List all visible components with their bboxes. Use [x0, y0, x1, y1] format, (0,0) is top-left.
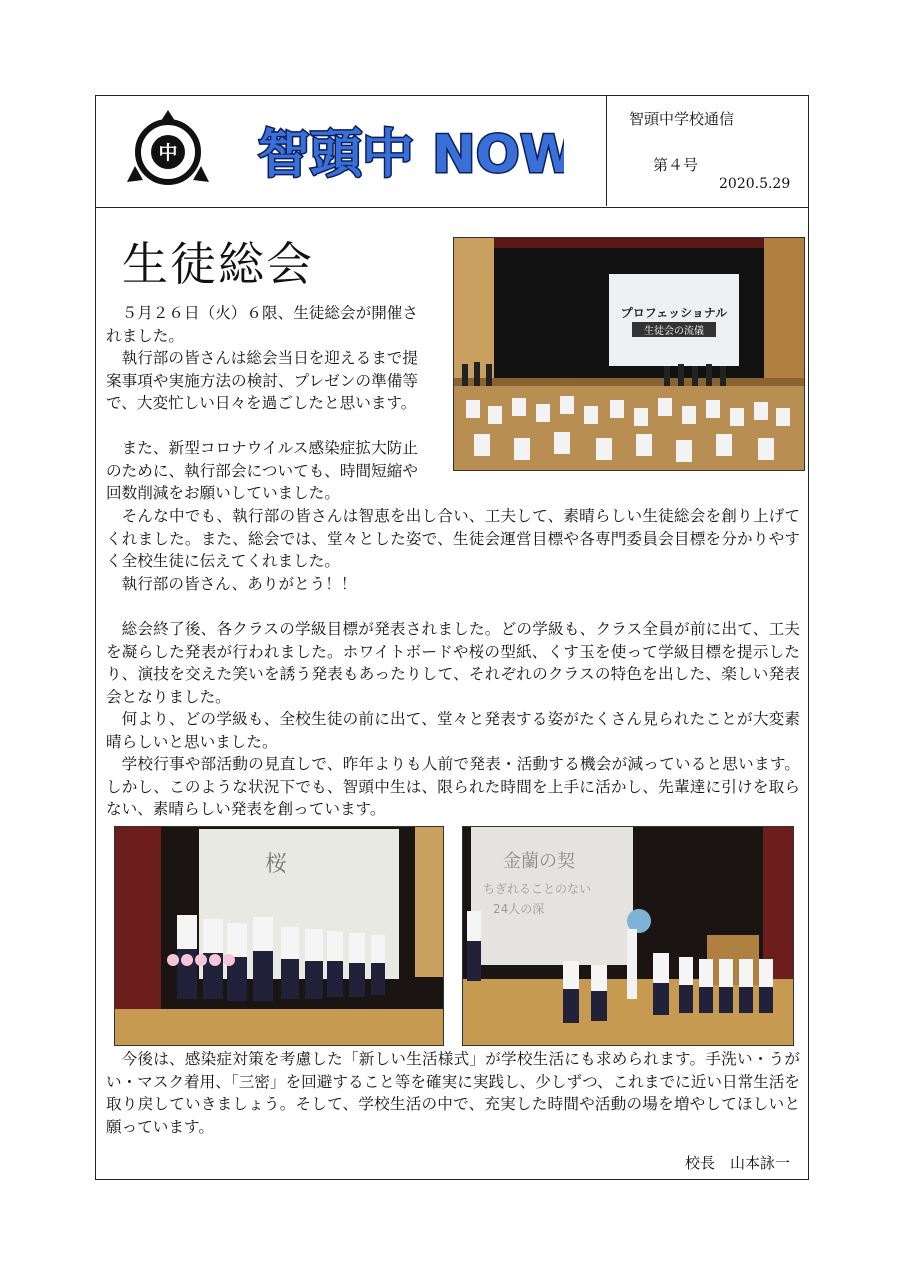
assembly-photo: [453, 237, 805, 471]
paragraph-7: 何より、どの学級も、全校生徒の前に出て、堂々と発表する姿がたくさん見られたことが大変素晴らしいと思いました。: [106, 710, 800, 751]
masthead-title: 智頭中 NOW: [258, 125, 564, 185]
paragraph-3: また、新型コロナウイルス感染症拡大防止のために、執行部会についても、時間短縮や回数削減をお願いしていました。: [106, 439, 418, 503]
article-title: 生徒総会: [122, 237, 314, 291]
paragraph-8: 学校行事や部活動の見直しで、昨年よりも人前で発表・活動する機会が減っていると思います。しかし、このような状況下でも、智頭中生は、限られた時間を上手に活かし、先輩達に引けを取らない、素晴らしい発表を創っています。: [106, 755, 800, 819]
masthead-logo: [254, 110, 564, 190]
class-presentation-photo-right: [462, 826, 794, 1046]
paragraph-9: 今後は、感染症対策を考慮した「新しい生活様式」が学校生活にも求められます。手洗い・うがい・マスク着用、「三密」を回避すること等を確実に実践し、少しずつ、これまでに近い日常生活を取り戻していきましょう。そして、学校生活の中で、充実した時間や活動の場を増やしてほしいと願っています。: [106, 1050, 800, 1136]
right-screen-text-1: 金蘭の契: [503, 851, 575, 872]
left-screen-text: 桜: [265, 852, 288, 877]
svg-text:中: 中: [158, 142, 178, 164]
right-screen-text-2: ちぎれることのない: [483, 882, 592, 896]
publication-name: 智頭中学校通信: [629, 110, 735, 128]
paragraph-2: 執行部の皆さんは総会当日を迎えるまで提案事項や実施方法の検討、プレゼンの準備等で、大変忙しい日々を過ごしたと思います。: [106, 349, 418, 413]
screen-text-1: プロフェッショナル: [620, 306, 728, 320]
paragraph-6: 総会終了後、各クラスの学級目標が発表されました。どの学級も、クラス全員が前に出て、工夫を凝らした発表が行われました。ホワイトボードや桜の型紙、くす玉を使って学級目標を提示したり、演技を交えた笑いを誘う発表もあったりして、それぞれのクラスの特色を出した、楽しい発表会となりました。: [106, 620, 800, 706]
paragraph-1: ５月２６日（火）６限、生徒総会が開催されました。: [106, 304, 418, 345]
newsletter-frame: [95, 95, 809, 1180]
school-emblem-icon: [123, 108, 213, 194]
class-presentation-photo-left: [114, 826, 444, 1046]
right-screen-text-3: 24人の深: [493, 902, 545, 916]
principal-signature: 校長 山本詠一: [684, 1154, 790, 1172]
issue-date: 2020.5.29: [719, 176, 791, 192]
issue-number: 第４号: [653, 156, 699, 174]
issue-box: [606, 96, 808, 206]
paragraph-4: そんな中でも、執行部の皆さんは智恵を出し合い、工夫して、素晴らしい生徒総会を創り上げてくれました。また、総会では、堂々とした姿で、生徒会運営目標や各専門委員会目標を分かりやすく全校生徒に伝えてくれました。: [106, 507, 800, 571]
paragraph-5: 執行部の皆さん、ありがとう！！: [121, 575, 357, 593]
screen-text-2: 生徒会の流儀: [644, 326, 704, 337]
header: [96, 96, 808, 208]
